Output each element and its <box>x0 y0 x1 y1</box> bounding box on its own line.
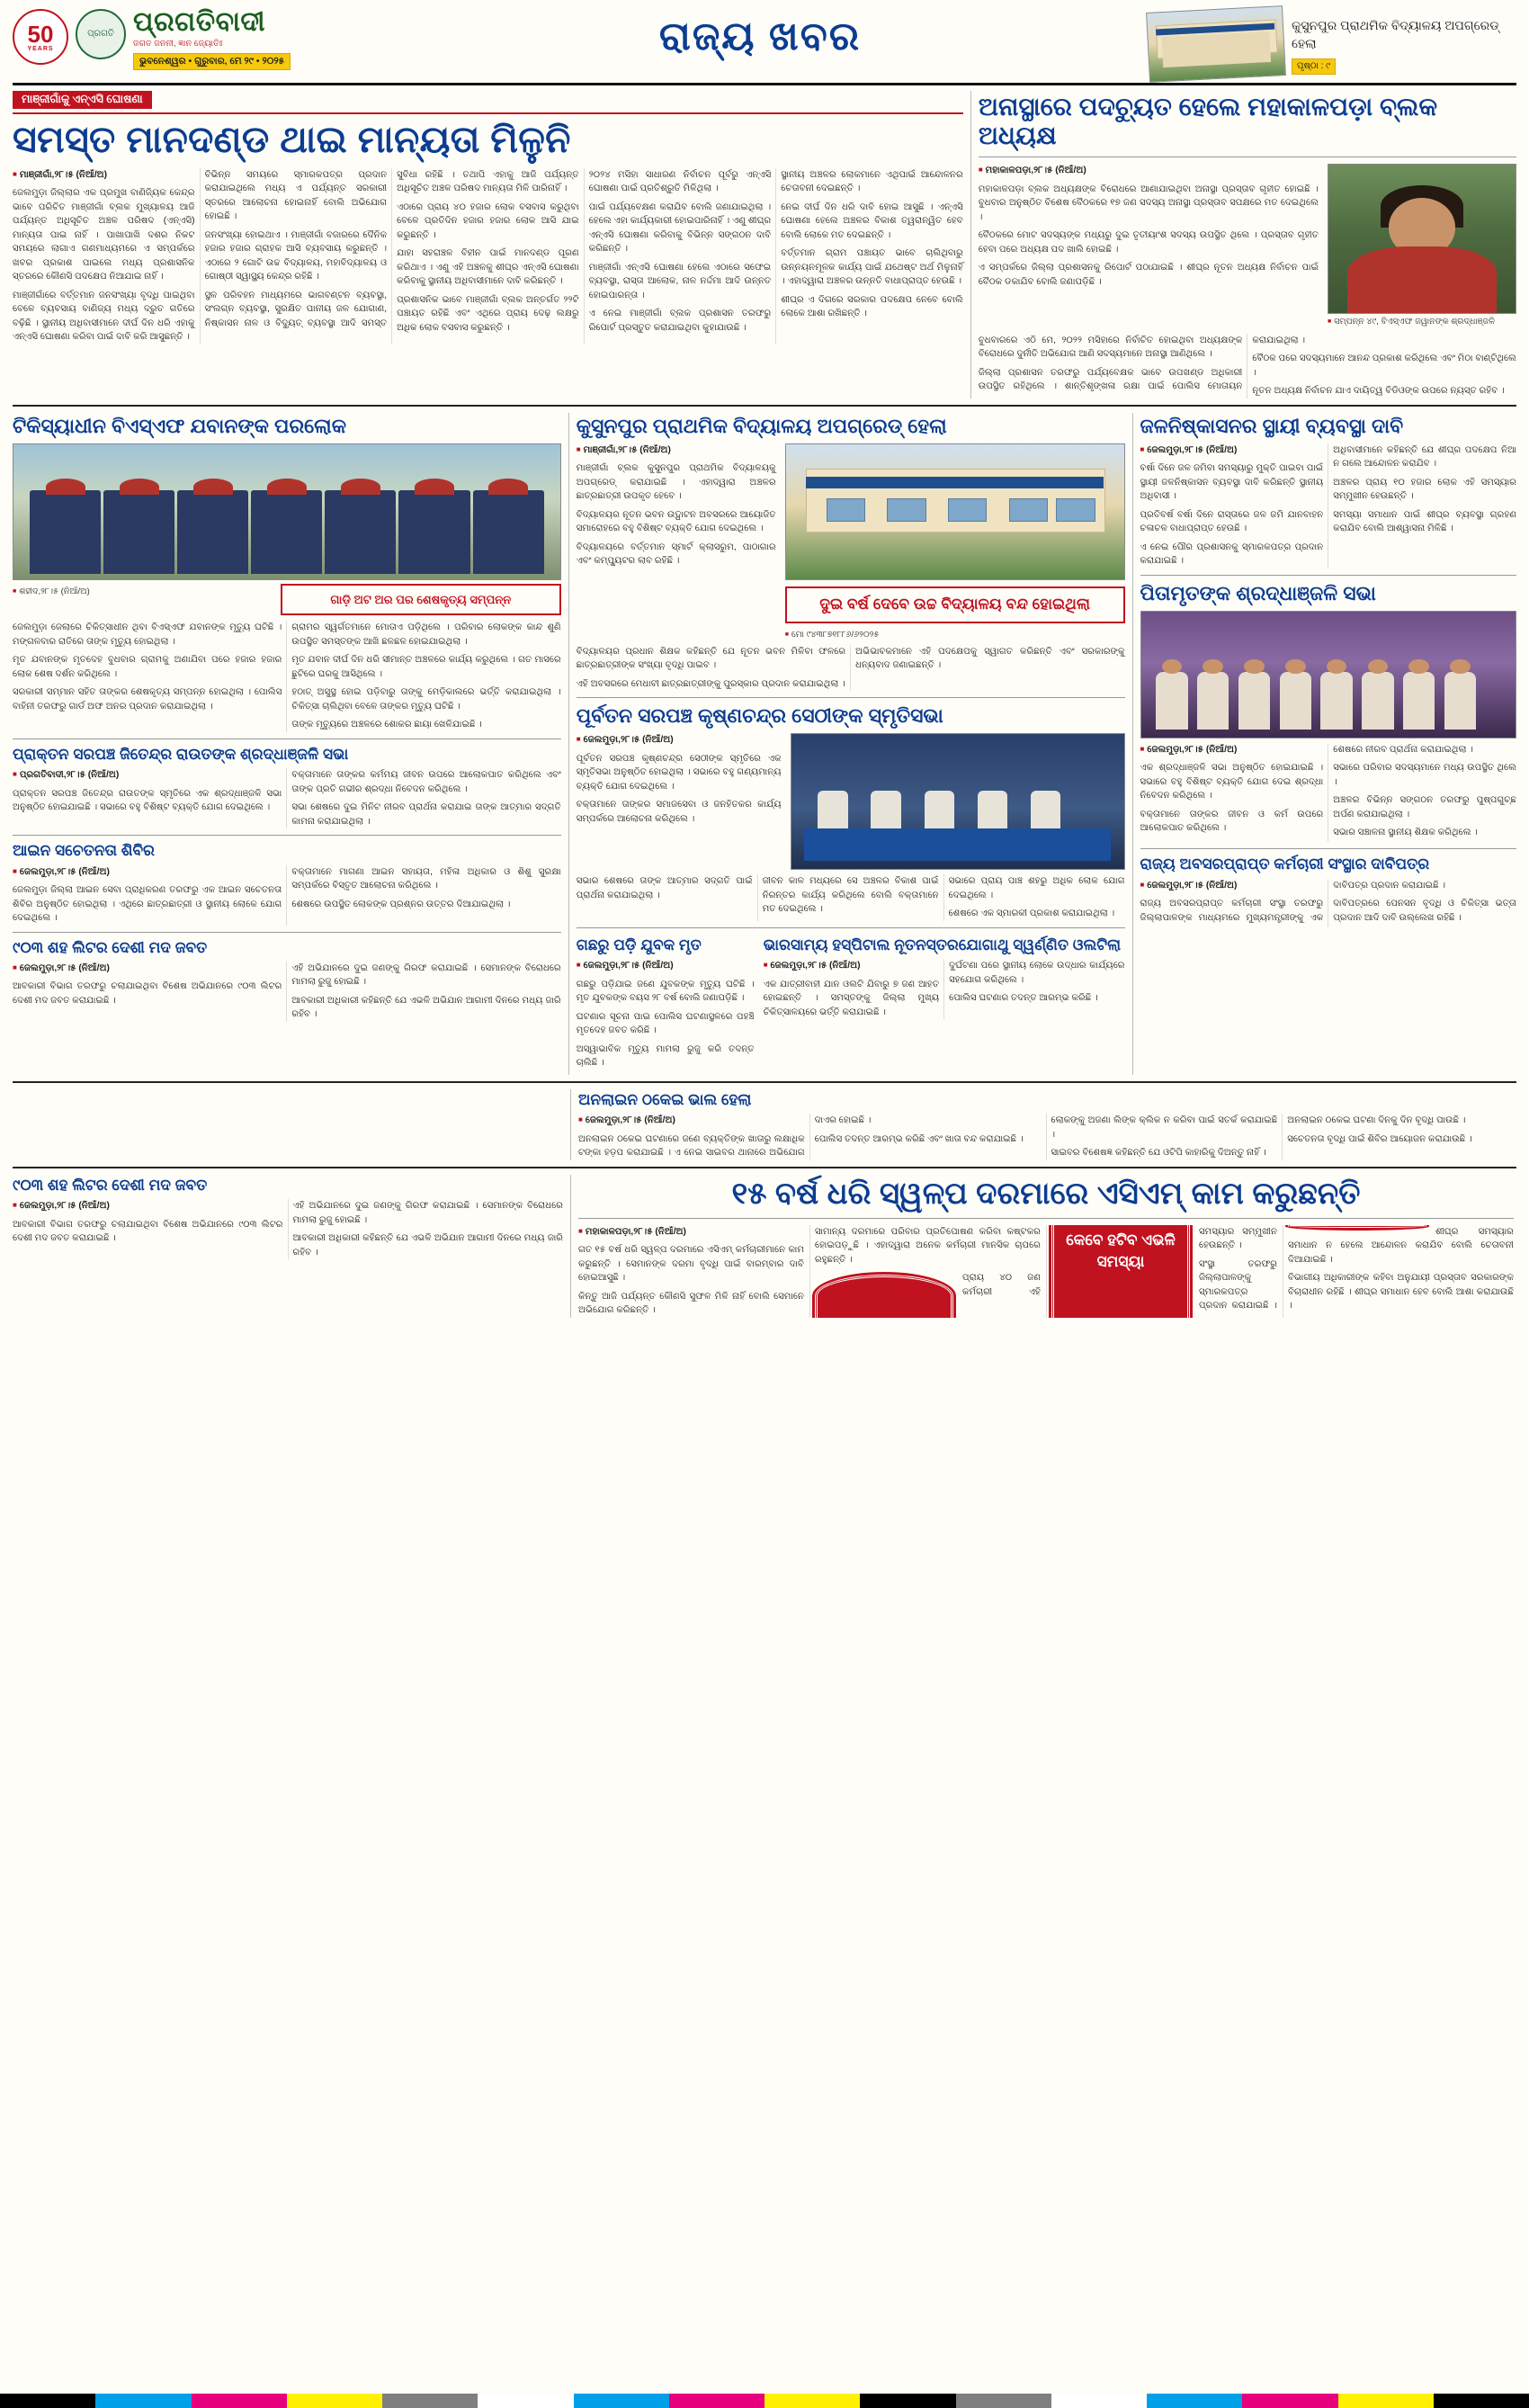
contract-para: ଦାବିପତ୍ରରେ ପେନସନ ବୃଦ୍ଧି ଓ ଚିକିତ୍ସା ଭତ୍ତା ପ୍ରଦାନ ଆଦି ଦାବି ଉଲ୍ଲେଖ ରହିଛି । <box>1333 899 1516 923</box>
memorial-para: ପୂର୍ବତନ ସରପଞ୍ଚ କୃଷ୍ଣଚନ୍ଦ୍ର ସେଠୀଙ୍କ ସ୍ମୃତିରେ ଏକ ସ୍ମୃତିସଭା ଅନୁଷ୍ଠିତ ହୋଇଥିଲା । ସଭାରେ ବହୁ ଗଣ୍ୟମାନ୍ୟ ବ୍ୟକ୍ତି ଯୋଗ ଦେଇଥିଲେ । <box>576 753 782 792</box>
bottom-left-headline: ୯୦୩ ଶହ ଲିଟର ଦେଶୀ ମଦ ଜବତ <box>13 1176 208 1194</box>
anniversary-logo <box>13 9 68 65</box>
column-center <box>577 413 1125 1075</box>
memorial-body-cont <box>577 874 1125 921</box>
top-right-para: ଏ ସମ୍ପର୍କରେ ଜିଲ୍ଲା ପ୍ରଶାସନକୁ ରିପୋର୍ଟ ପଠାଯାଇଛି । ଶୀଘ୍ର ନୂତନ ଅଧ୍ୟକ୍ଷ ନିର୍ବାଚନ ପାଇଁ ବୈଠକ ଡକାଯିବ ବୋଲି ଜଣାପଡ଼ିଛି । <box>978 263 1319 287</box>
fraud-para: ଅନଲାଇନ ଠକେଇ ଘଟଣା ଦିନକୁ ଦିନ ବୃଦ୍ଧି ପାଉଛି । <box>1287 1115 1466 1126</box>
death-article <box>577 935 755 1075</box>
shraddha-para: ବକ୍ତାମାନେ ତାଙ୍କର ଜୀବନ ଓ କର୍ମ ଉପରେ ଆଲୋକପାତ କରିଥିଲେ । <box>1140 809 1324 834</box>
top-right-article <box>979 91 1516 398</box>
bsf-headline: ଟିକିସ୍ୟାଧୀନ ବିଏସ୍ଏଫ ଯବାନଙ୍କ ପରଲୋକ <box>13 414 346 437</box>
water-para: ଅଧିବାସୀମାନେ କହିଛନ୍ତି ଯେ ଶୀଘ୍ର ପଦକ୍ଷେପ ନିଆ ନ ଗଲେ ଆନ୍ଦୋଳନ କରାଯିବ । <box>1333 444 1516 470</box>
bottom-para: କିନ୍ତୁ ଆଜି ପର୍ଯ୍ୟନ୍ତ କୌଣସି ସୁଫଳ ମିଳି ନାହିଁ ବୋଲି ସେମାନେ ଅଭିଯୋଗ କରିଛନ୍ତି । <box>578 1291 804 1316</box>
masthead-photo <box>1146 5 1286 83</box>
hospital-para: ଦୁର୍ଘଟଣା ପରେ ସ୍ଥାନୀୟ ଲୋକେ ଉଦ୍ଧାର କାର୍ଯ୍ୟରେ ସହଯୋଗ କରିଥିଲେ । <box>949 961 1125 985</box>
water-byline: ■ ଜେଲମୁଡ଼ା,୨୮।୫ (ନିଆଁ/ଅ) <box>1140 443 1324 458</box>
liquor-para: ଆବକାରୀ ବିଭାଗ ତରଫରୁ ଚଲାଯାଇଥିବା ବିଶେଷ ଅଭିଯାନରେ ୯୦୩ ଲିଟର ଦେଶୀ ମଦ ଜବତ କରାଯାଇଛି । <box>13 981 282 1006</box>
school-para: ବିଦ୍ୟାଳୟରେ ବର୍ତ୍ତମାନ ସ୍ମାର୍ଟ କ୍ଲାସରୁମ, ପାଠାଗାର ଏବଂ କମ୍ପ୍ୟୁଟର ଲାବ ରହିଛି । <box>576 542 776 567</box>
bsf-article <box>13 415 561 732</box>
water-para: ବର୍ଷା ଦିନେ ଜଳ ଜମିବା ସମସ୍ୟାରୁ ମୁକ୍ତି ପାଇବା ପାଇଁ ସ୍ଥାୟୀ ଜଳନିଷ୍କାସନ ବ୍ୟବସ୍ଥା ଦାବି କରିଛନ୍ତି ସ୍ଥାନୀୟ ଅଧିବାସୀ । <box>1140 463 1324 502</box>
shraddha-para: ଅଞ୍ଚଳର ବିଭିନ୍ନ ସଙ୍ଗଠନ ତରଫରୁ ପୁଷ୍ପଗୁଚ୍ଛ ଅର୍ପଣ କରାଯାଇଥିଲା । <box>1333 795 1516 819</box>
death-headline: ଗଛରୁ ପଡ଼ି ଯୁବକ ମୃତ <box>576 935 702 953</box>
top-right-para: ବୁଧବାରରେ ଏଠି ମେ, ୨୦୨୨ ମସିହାରେ ନିର୍ବାଚିତ ହୋଇଥିବା ଅଧ୍ୟକ୍ଷଙ୍କ ବିରୋଧରେ ଦୁର୍ନୀତି ଅଭିଯୋଗ ଆଣି ସଦସ୍ୟମାନେ ଅନାସ୍ଥା ଆଣିଥିଲେ । <box>978 335 1243 360</box>
color-registration-bar <box>0 2394 1529 2408</box>
lead-para: ମାଞ୍ଜୀଗାଁ ଏନ୍ଏସି ଘୋଷଣା ହେଲେ ଏଠାରେ ସଫେଇ ବ୍ୟବସ୍ଥା, ରାସ୍ତା ଆଲୋକ, ନାଳ ନର୍ଦ୍ଦମା ଆଦି ଉନ୍ନତ ହୋଇପାରନ୍ତା । <box>588 262 772 300</box>
top-right-para: ବୈଠକ ପରେ ସଦସ୍ୟମାନେ ଆନନ୍ଦ ପ୍ରକାଶ କରିଥିଲେ ଏବଂ ମିଠା ବାଣ୍ଟିଥିଲେ । <box>1252 354 1516 378</box>
liquor-para: ଏହି ଅଭିଯାନରେ ଦୁଇ ଜଣଙ୍କୁ ଗିରଫ କରାଯାଇଛି । ସେମାନଙ୍କ ବିରୋଧରେ ମାମଲା ରୁଜୁ ହୋଇଛି । <box>291 962 561 988</box>
school-byline: ■ ମାଞ୍ଜୀଗାଁ,୨୮।୫ (ନିଆଁ/ଅ) <box>577 443 776 458</box>
school-pullquote: ଦୁଇ ବର୍ଷ ଦେବେ ଉଚ୍ଚ ବିଦ୍ୟାଳୟ ବନ୍ଦ ହୋଇଥିଲା <box>785 586 1125 623</box>
shraddha-body <box>1140 743 1516 843</box>
top-right-lead-row <box>979 164 1516 327</box>
page-number: ପୃଷ୍ଠା : ୯ <box>1292 58 1336 76</box>
water-article <box>1140 415 1516 568</box>
top-right-para: ଜିଲ୍ଲା ପ୍ରଶାସନ ତରଫରୁ ପର୍ଯ୍ୟବେକ୍ଷକ ଭାବେ ଉପଖଣ୍ଡ ଅଧିକାରୀ ଉପସ୍ଥିତ ରହିଥିଲେ । ଶାନ୍ତିଶୃଙ୍ଖଳା ରକ୍ଷା ପାଇଁ ପୋଲିସ ମୋତାୟନ କରାଯାଇଥିଲା । <box>978 335 1306 392</box>
memorial-para: ବକ୍ତାମାନେ ତାଙ୍କର ସମାଜସେବା ଓ ଜନହିତକର କାର୍ଯ୍ୟ ସମ୍ପର୍କରେ ଆଲୋଚନା କରିଥିଲେ । <box>576 800 782 824</box>
law-camp-byline: ■ ଜେଲମୁଡ଼ା,୨୮।୫ (ନିଆଁ/ଅ) <box>13 865 282 880</box>
law-camp-article <box>13 842 561 925</box>
publication-emblem-icon <box>76 9 126 59</box>
bsf-para: ଜେଲମୁଡ଼ା ଜେଲାରେ ଚିକିତ୍ସାଧୀନ ଥିବା ବିଏସ୍ଏଫ ଯବାନଙ୍କ ମୃତ୍ୟୁ ଘଟିଛି । ମଙ୍ଗଳବାର ରାତିରେ ତାଙ୍କ ମୃତ୍ୟୁ ହୋଇଥିଲା । <box>13 622 282 647</box>
bsf-para: ମୃତ ଯବାନ ଦୀର୍ଘ ଦିନ ଧରି ସୀମାନ୍ତ ଅଞ୍ଚଳରେ କାର୍ଯ୍ୟ କରୁଥିଲେ । ଗତ ମାସରେ ଛୁଟିରେ ଘରକୁ ଆସିଥିଲେ । <box>291 655 561 679</box>
liquor-headline: ୯୦୩ ଶହ ଲିଟର ଦେଶୀ ମଦ ଜବତ <box>13 938 208 956</box>
bsf-para: ସରକାରୀ ସମ୍ମାନ ସହିତ ତାଙ୍କର ଶେଷକୃତ୍ୟ ସମ୍ପନ୍ନ ହୋଇଥିଲା । ପୋଲିସ ବାହିନୀ ତରଫରୁ ଗାର୍ଡ ଅଫ ଅନର ପ୍ରଦାନ କରାଯାଇଥିଲା । <box>13 687 282 712</box>
hospital-body <box>764 959 1125 1019</box>
shraddha-para: ସଭାରେ ପରିବାର ସଦସ୍ୟମାନେ ମଧ୍ୟ ଉପସ୍ଥିତ ଥିଲେ । <box>1333 763 1516 787</box>
top-right-body-left <box>979 164 1319 289</box>
contract-byline: ■ ଜେଲମୁଡ଼ା,୨୮।୫ (ନିଆଁ/ଅ) <box>1140 879 1324 893</box>
anniversary-number: 50 <box>27 20 54 48</box>
lead-article <box>13 91 963 398</box>
sarpanch-para: ପ୍ରାକ୍ତନ ସରପଞ୍ଚ ଜିତେନ୍ଦ୍ର ରାଉତଙ୍କ ସ୍ମୃତିରେ ଏକ ଶ୍ରଦ୍ଧାଞ୍ଜଳି ସଭା ଅନୁଷ୍ଠିତ ହୋଇଯାଇଛି । ସଭାରେ ବହୁ ବିଶିଷ୍ଟ ବ୍ୟକ୍ତି ଯୋଗ ଦେଇଥିଲେ । <box>13 788 282 813</box>
anniversary-label: YEARS <box>27 45 54 52</box>
memorial-para: ସଭାର ଶେଷରେ ତାଙ୍କ ଆତ୍ମାର ସଦ୍ଗତି ପାଇଁ ପ୍ରାର୍ଥନା କରାଯାଇଥିଲା । <box>576 876 753 900</box>
column-left <box>13 413 561 1075</box>
masthead <box>13 9 1516 85</box>
bottom-para: ଗତ ୧୫ ବର୍ଷ ଧରି ସ୍ୱଳ୍ପ ଦରମାରେ ଏସିଏମ୍ କର୍ମଚାରୀମାନେ କାମ କରୁଛନ୍ତି । ସେମାନଙ୍କ ଦରମା ବୃଦ୍ଧି ପାଇଁ ବାରମ୍ବାର ଦାବି ହୋଇଆସୁଛି । <box>578 1245 804 1284</box>
sarpanch-para: ସଭା ଶେଷରେ ଦୁଇ ମିନିଟ ନୀରବ ପ୍ରାର୍ଥନା କରାଯାଇ ତାଙ୍କ ଆତ୍ମାର ସଦ୍ଗତି କାମନା କରାଯାଇଥିଲା । <box>291 802 561 827</box>
liquor-byline: ■ ଜେଲମୁଡ଼ା,୨୮।୫ (ନିଆଁ/ଅ) <box>13 962 282 976</box>
school-para: ବିଦ୍ୟାଳୟର ପ୍ରଧାନ ଶିକ୍ଷକ କହିଛନ୍ତି ଯେ ନୂତନ ଭବନ ମିଳିବା ଫଳରେ ଛାତ୍ରଛାତ୍ରୀଙ୍କ ସଂଖ୍ୟା ବୃଦ୍ଧି ପାଇବ । <box>576 646 846 671</box>
bottom-para: ସାମାନ୍ୟ ଦରମାରେ ପରିବାର ପ୍ରତିପୋଷଣ କରିବା କଷ୍ଟକର ହୋଇପଡ଼ୁଛି । ଏହାଦ୍ୱାରା ଅନେକ କର୍ମଚାରୀ ମାନସିକ ଚାପରେ ରହୁଛନ୍ତି । <box>815 1226 1041 1265</box>
bsf-photo-caption: ■ ଶହୀଦ,୨୮।୫ (ନିଆଁ/ଅ) <box>13 586 272 597</box>
middle-row <box>13 413 1516 1075</box>
bsf-body <box>13 621 561 732</box>
hospital-byline: ■ ଜେଲମୁଡ଼ା,୨୮।୫ (ନିଆଁ/ଅ) <box>764 959 939 973</box>
top-right-body-cont <box>979 334 1516 398</box>
sarpanch-article <box>13 746 561 828</box>
memorial-headline: ପୂର୍ବତନ ସରପଞ୍ଚ କୃଷ୍ଣଚନ୍ଦ୍ର ସେଠୀଙ୍କ ସ୍ମୃତିସଭା <box>576 704 943 728</box>
section-title: ରାଜ୍ୟ ଖବର <box>658 14 862 58</box>
lead-para: ପାଇଁ ପର୍ଯ୍ୟବେକ୍ଷଣ କରାଯିବ ବୋଲି ଜଣାଯାଇଥିଲା । ହେଲେ ଏହା କାର୍ଯ୍ୟକାରୀ ହୋଇପାରିନାହିଁ । ଏଣୁ ଶୀଘ୍ର ଏନ୍ଏସି ଘୋଷଣା କରିବାକୁ ବିଭିନ୍ନ ସଙ୍ଗଠନ ଦାବି କରିଛନ୍ତି । <box>588 201 772 255</box>
top-row <box>13 91 1516 398</box>
hospital-article <box>764 935 1125 1075</box>
bottom-headline: ୧୫ ବର୍ଷ ଧରି ସ୍ୱଳ୍ପ ଦରମାରେ ଏସିଏମ୍ କାମ କରୁଛନ୍ତି <box>731 1176 1361 1211</box>
lead-kicker-row <box>13 91 963 114</box>
bsf-para: ହଠାତ୍ ଅସୁସ୍ଥ ହୋଇ ପଡ଼ିବାରୁ ତାଙ୍କୁ ମେଡ଼ିକାଲରେ ଭର୍ତ୍ତି କରାଯାଇଥିଲା । ଚିକିତ୍ସା ଚାଲିଥିବା ବେଳେ ତାଙ୍କର ମୃତ୍ୟୁ ଘଟିଛି । <box>291 687 561 712</box>
lead-para: ନେଇ ଦୀର୍ଘ ଦିନ ଧରି ଦାବି ହୋଇ ଆସୁଛି । ଏନ୍ଏସି ଘୋଷଣା ହେଲେ ଅଞ୍ଚଳର ବିକାଶ ତ୍ୱରାନ୍ୱିତ ହେବ ବୋଲି ଲୋକେ ମତ ଦେଇଛନ୍ତି । <box>781 201 963 240</box>
water-para: ଅଞ୍ଚଳର ପ୍ରାୟ ୧୦ ହଜାର ଲୋକ ଏହି ସମସ୍ୟାର ସମ୍ମୁଖୀନ ହେଉଛନ୍ତି । <box>1333 477 1516 502</box>
top-right-byline: ■ ମହାକାଳପଡ଼ା,୨୮।୫ (ନିଆଁ/ଅ) <box>979 164 1319 178</box>
sarpanch-body <box>13 768 561 828</box>
lead-headline: ସମସ୍ତ ମାନଦଣ୍ଡ ଥାଇ ମାନ୍ୟତା ମିଳୁନି <box>13 119 571 160</box>
bottom-para: ବିଭାଗୀୟ ଅଧିକାରୀଙ୍କ କହିବା ଅନୁଯାୟୀ ପ୍ରସ୍ତାବ ସରକାରଙ୍କ ବିଚାରାଧୀନ ରହିଛି । ଶୀଘ୍ର ସମାଧାନ ହେବ ବୋଲି ଆଶା କରାଯାଉଛି । <box>1288 1273 1514 1311</box>
lead-byline: ■ ମାଞ୍ଜୀଗାଁ,୨୮।୫ (ନିଆଁ/ଅ) <box>13 168 195 183</box>
contract-para: ରାଜ୍ୟ ଅବସରପ୍ରାପ୍ତ କର୍ମଚାରୀ ସଂସ୍ଥା ତରଫରୁ ଜିଲ୍ଲାପାଳଙ୍କ ମାଧ୍ୟମରେ ମୁଖ୍ୟମନ୍ତ୍ରୀଙ୍କୁ ଏକ ଦାବିପତ୍ର ପ୍ରଦାନ କରାଯାଇଛି । <box>1140 880 1446 923</box>
water-para: ସମସ୍ୟା ସମାଧାନ ପାଇଁ ଶୀଘ୍ର ବ୍ୟବସ୍ଥା ଗ୍ରହଣ କରାଯିବ ବୋଲି ଆଶ୍ୱାସନା ମିଳିଛି । <box>1333 509 1516 534</box>
bottom-left-body <box>13 1199 563 1259</box>
bottom-left-para: ଆବକାରୀ ବିଭାଗ ତରଫରୁ ଚଲାଯାଇଥିବା ବିଶେଷ ଅଭିଯାନରେ ୯୦୩ ଲିଟର ଦେଶୀ ମଦ ଜବତ କରାଯାଇଛି । <box>13 1219 283 1244</box>
hospital-para: ଏକ ଯାତ୍ରୀବାହୀ ଯାନ ଓଲଟି ଯିବାରୁ ୭ ଜଣ ଆହତ ହୋଇଛନ୍ତି । ସମସ୍ତଙ୍କୁ ଜିଲ୍ଲା ମୁଖ୍ୟ ଚିକିତ୍ସାଳୟରେ ଭର୍ତ୍ତି କରାଯାଇଛି । <box>763 979 940 1017</box>
contract-headline: ରାଜ୍ୟ ଅବସରପ୍ରାପ୍ତ କର୍ମଚାରୀ ସଂସ୍ଥାର ଦାବିପତ୍ର <box>1140 855 1430 873</box>
water-para: ପ୍ରତିବର୍ଷ ବର୍ଷା ଦିନେ ରାସ୍ତାରେ ଜଳ ଜମି ଯାନବାହନ ଚଳାଚଳ ବାଧାପ୍ରାପ୍ତ ହେଉଛି । <box>1140 509 1324 534</box>
publication-tagline: ଜଗତ ଜନନୀ, ଜ୍ଞାନ ଜ୍ୟୋତିଃ <box>133 39 223 49</box>
water-body <box>1140 443 1516 568</box>
shraddha-article <box>1140 582 1516 842</box>
death-para: ଗଛରୁ ପଡ଼ିଯାଇ ଜଣେ ଯୁବକଙ୍କ ମୃତ୍ୟୁ ଘଟିଛି । ମୃତ ଯୁବକଙ୍କ ବୟସ ୨୮ ବର୍ଷ ବୋଲି ଜଣାପଡ଼ିଛି । <box>576 979 755 1004</box>
liquor-body <box>13 962 561 1022</box>
sarpanch-para: ବକ୍ତାମାନେ ତାଙ୍କର କର୍ମମୟ ଜୀବନ ଉପରେ ଆଲୋକପାତ କରିଥିଲେ ଏବଂ ତାଙ୍କ ପ୍ରତି ଗଭୀର ଶ୍ରଦ୍ଧା ନିବେଦନ କରିଥିଲେ । <box>291 770 561 794</box>
fraud-para: ସାଇବର ବିଶେଷଜ୍ଞ କହିଛନ୍ତି ଯେ ଓଟିପି କାହାରିକୁ ଦିଅନ୍ତୁ ନାହିଁ । <box>1051 1148 1266 1159</box>
school-headline: କୁସୁନପୁର ପ୍ରାଥମିକ ବିଦ୍ୟାଳୟ ଅପଗ୍ରେଡ୍ ହେଲା <box>576 414 947 437</box>
memorial-photo <box>791 733 1125 870</box>
lead-para: ୨୦୨୪ ମସିହା ସାଧାରଣ ନିର୍ବାଚନ ପୂର୍ବରୁ ଏନ୍ଏସି ଘୋଷଣା ପାଇଁ ପ୍ରତିଶ୍ରୁତି ମିଳିଥିଲା । <box>588 169 772 194</box>
death-body <box>577 959 755 1070</box>
bsf-para: ମୃତ ଯବାନଙ୍କ ମୃତଦେହ ବୁଧବାର ଗ୍ରାମକୁ ଅଣାଯିବା ପରେ ହଜାର ହଜାର ଲୋକ ଶେଷ ଦର୍ଶନ କରିଥିଲେ । <box>13 655 282 679</box>
death-para: ଘଟଣାର ସୂଚନା ପାଇ ପୋଲିସ ଘଟଣାସ୍ଥଳରେ ପହଞ୍ଚି ମୃତଦେହ ଜବତ କରିଛି । <box>576 1011 755 1036</box>
sarpanch-headline: ପ୍ରାକ୍ତନ ସରପଞ୍ଚ ଜିତେନ୍ଦ୍ର ରାଉତଙ୍କ ଶ୍ରଦ୍ଧାଞ୍ଜଳି ସଭା <box>13 745 349 763</box>
school-photo <box>785 443 1125 580</box>
law-camp-headline: ଆଇନ ସଚେତନତା ଶିବିର <box>13 842 155 860</box>
fraud-para: ଅନଲାଇନ ଠକେଇ ଘଟଣାରେ ଜଣେ ବ୍ୟକ୍ତିଙ୍କ ଖାତାରୁ ଲକ୍ଷାଧିକ ଟଙ୍କା ହଡ଼ପ କରାଯାଇଛି । ଏ ନେଇ ସାଇବର ଥାନାରେ ଅଭିଯୋଗ ଦାଏର ହୋଇଛି । <box>578 1115 872 1159</box>
school-body-left <box>577 443 776 568</box>
top-right-photo-caption: ■ ସମ୍ପନ୍ନ ୪୯, ବିଏସ୍ଏଫ ଜୱାନଙ୍କ ଶ୍ରଦ୍ଧାଞ୍ଜଳି <box>1328 317 1516 327</box>
memorial-article <box>577 704 1125 920</box>
lead-para: ବର୍ତ୍ତମାନ ଗ୍ରାମ ପଞ୍ଚାୟତ ଭାବେ ଚାଲିଥିବାରୁ ଉନ୍ନୟନମୂଳକ କାର୍ଯ୍ୟ ପାଇଁ ଯଥେଷ୍ଟ ଅର୍ଥ ମିଳୁନାହିଁ । ଏହାଦ୍ୱାରା ଅଞ୍ଚଳର ଉନ୍ନତି ବାଧାପ୍ରାପ୍ତ ହେଉଛି । <box>781 248 963 287</box>
column-right <box>1140 413 1516 1075</box>
bottom-stamp-badge: କେବେ ହଟିବ ଏଭଳି ସମସ୍ୟା <box>815 1225 1426 1318</box>
shraddha-byline: ■ ଜେଲମୁଡ଼ା,୨୮।୫ (ନିଆଁ/ଅ) <box>1140 743 1324 757</box>
sarpanch-byline: ■ ପ୍ରଗତିବାଦୀ,୨୮।୫ (ନିଆଁ/ଅ) <box>13 768 282 783</box>
bottom-left-byline: ■ ଜେଲମୁଡ଼ା,୨୮।୫ (ନିଆଁ/ଅ) <box>13 1199 283 1213</box>
bottom-feature <box>578 1175 1514 1318</box>
lead-para: ପ୍ରଶାସନିକ ଭାବେ ମାଞ୍ଜୀଗାଁ ବ୍ଲକ ଅନ୍ତର୍ଗତ ୨୨ଟି ପଞ୍ଚାୟତ ରହିଛି ଏବଂ ଏଥିରେ ପ୍ରାୟ ଦେଢ଼ ଲକ୍ଷରୁ ଅଧିକ ଲୋକ ବସବାସ କରୁଛନ୍ତି । <box>397 294 579 333</box>
masthead-left <box>13 9 390 70</box>
masthead-teaser: କୁସୁନପୁର ପ୍ରାଥମିକ ବିଦ୍ୟାଳୟ ଅପଗ୍ରେଡ୍ ହେଲା <box>1292 18 1499 51</box>
memorial-byline: ■ ଜେଲମୁଡ଼ା,୨୮।୫ (ନିଆଁ/ଅ) <box>577 733 782 747</box>
fraud-para: ପୋଲିସ ତଦନ୍ତ ଆରମ୍ଭ କରିଛି ଏବଂ ଖାତା ବନ୍ଦ କରାଯାଇଛି । <box>814 1133 1024 1144</box>
shraddha-para: ଏକ ଶ୍ରଦ୍ଧାଞ୍ଜଳି ସଭା ଅନୁଷ୍ଠିତ ହୋଇଯାଇଛି । ସଭାରେ ବହୁ ବିଶିଷ୍ଟ ବ୍ୟକ୍ତି ଯୋଗ ଦେଇ ଶ୍ରଦ୍ଧା ନିବେଦନ କରିଥିଲେ । <box>1140 763 1324 801</box>
top-right-headline: ଅନାସ୍ଥାରେ ପଦଚ୍ୟୁତ ହେଲେ ମହାକାଳପଡ଼ା ବ୍ଲକ ଅଧ୍ୟକ୍ଷ <box>978 93 1438 150</box>
lead-para: ଶୀଘ୍ର ଏ ଦିଗରେ ସରକାର ପଦକ୍ଷେପ ନେବେ ବୋଲି ଲୋକେ ଆଶା ରଖିଛନ୍ତି । <box>781 294 963 319</box>
fraud-spacer <box>13 1089 563 1160</box>
memorial-body-left <box>577 733 782 826</box>
fraud-para: ଲୋକଙ୍କୁ ଅଜଣା ଲିଙ୍କ କ୍ଲିକ ନ କରିବା ପାଇଁ ସତର୍କ କରାଯାଇଛି । <box>1051 1115 1278 1140</box>
lead-para: ମାଞ୍ଜୀଗାଁରେ ବର୍ତ୍ତମାନ ଜନସଂଖ୍ୟା ବୃଦ୍ଧି ପାଇଥିବା ବେଳେ ବ୍ୟବସାୟ ବାଣିଜ୍ୟ ମଧ୍ୟ ଦ୍ରୁତ ଗତିରେ ବଢ଼ିଛି । ସ୍ଥାନୀୟ ଅଧିବାସୀମାନେ ଦୀର୍ଘ ଦିନ ଧରି ଏହାକୁ ଏନ୍ଏସି ଘୋଷଣା କରିବା ପାଇଁ ଦାବି କରି ଆସୁଛନ୍ତି । <box>13 290 195 343</box>
brand-block <box>133 9 291 70</box>
top-right-para: ମହାକାଳପଡ଼ା ବ୍ଲକ ଅଧ୍ୟକ୍ଷଙ୍କ ବିରୋଧରେ ଆଣାଯାଇଥିବା ଅନାସ୍ଥା ପ୍ରସ୍ତାବ ଗୃହୀତ ହୋଇଛି । ବୁଧବାର ଅନୁଷ୍ଠିତ ବିଶେଷ ବୈଠକରେ ୧୭ ଜଣ ସଦସ୍ୟ ଅନାସ୍ଥା ପ୍ରସ୍ତାବ ସପକ୍ଷରେ ମତ ଦେଇଥିଲେ । <box>978 184 1319 222</box>
bsf-subheadline: ଗାଡ଼ି ଅଟ ଅର ପର ଶେଷକୃତ୍ୟ ସମ୍ପନ୍ନ <box>281 584 561 616</box>
liquor-article <box>13 939 561 1022</box>
contract-body <box>1140 879 1516 927</box>
fraud-row <box>13 1089 1516 1160</box>
lead-para: ଏଠାରେ ପ୍ରାୟ ୪୦ ହଜାର ଲୋକ ବସବାସ କରୁଥିବା ବେଳେ ପ୍ରତିଦିନ ହଜାର ହଜାର ଲୋକ ଆସି ଯାଇ କରୁଛନ୍ତି । <box>397 201 579 240</box>
lead-body <box>13 168 963 345</box>
law-camp-para: ବକ୍ତାମାନେ ମାଗଣା ଆଇନ ସହାୟତା, ମହିଳା ଅଧିକାର ଓ ଶିଶୁ ସୁରକ୍ଷା ସମ୍ପର୍କରେ ବିସ୍ତୃତ ଆଲୋଚନା କରିଥିଲେ । <box>291 866 561 891</box>
fraud-headline: ଅନଲାଇନ ଠକେଇ ଭାଲ ହେଲା <box>578 1090 752 1108</box>
top-right-photo <box>1328 164 1516 314</box>
center-small-row <box>577 935 1125 1075</box>
masthead-center <box>390 9 1130 59</box>
masthead-right-text-block <box>1292 9 1516 75</box>
shraddha-para: ଶେଷରେ ନୀରବ ପ୍ରାର୍ଥନା କରାଯାଇଥିଲା । <box>1333 744 1473 755</box>
school-body-cont <box>577 645 1125 692</box>
bsf-para: ତାଙ୍କ ମୃତ୍ୟୁରେ ଅଞ୍ଚଳରେ ଶୋକର ଛାୟା ଖେଳିଯାଇଛି । <box>291 720 482 730</box>
memorial-para: ସଭାରେ ପ୍ରାୟ ପାଞ୍ଚ ଶହରୁ ଅଧିକ ଲୋକ ଯୋଗ ଦେଇଥିଲେ । <box>948 876 1125 900</box>
liquor-para: ଆବକାରୀ ଅଧିକାରୀ କହିଛନ୍ତି ଯେ ଏଭଳି ଅଭିଯାନ ଆଗାମୀ ଦିନରେ ମଧ୍ୟ ଜାରି ରହିବ । <box>291 995 561 1020</box>
death-byline: ■ ଜେଲମୁଡ଼ା,୨୮।୫ (ନିଆଁ/ଅ) <box>577 959 755 973</box>
lead-para: ସ୍ଥଳ ପରିବହନ ମାଧ୍ୟମରେ ଭାଗବଣ୍ଟନ ବ୍ୟବସ୍ଥା, ସଂଲଗ୍ନ ବ୍ୟବସ୍ଥା, ସୁରକ୍ଷିତ ପାନୀୟ ଜଳ ଯୋଗାଣ, ନିଷ୍କାସନ ନାଳ ଓ ବିଦ୍ୟୁତ୍ ବ୍ୟବସ୍ଥା ଆଦି ସମସ୍ତ ସୁବିଧା ରହିଛି । ତଥାପି ଏହାକୁ ଆଜି ପର୍ଯ୍ୟନ୍ତ ଅଧିସୂଚିତ ଅଞ୍ଚଳ ପରିଷଦ ମାନ୍ୟତା ମିଳି ପାରିନାହିଁ । <box>204 169 579 328</box>
bottom-left-para: ଆବକାରୀ ଅଧିକାରୀ କହିଛନ୍ତି ଯେ ଏଭଳି ଅଭିଯାନ ଆଗାମୀ ଦିନରେ ମଧ୍ୟ ଜାରି ରହିବ । <box>292 1233 563 1258</box>
bottom-para: ସଂସ୍ଥା ତରଫରୁ ଜିଲ୍ଲାପାଳଙ୍କୁ ସ୍ମାରକପତ୍ର ପ୍ରଦାନ କରାଯାଇଛି । ଶୀଘ୍ର ସମସ୍ୟାର ସମାଧାନ ନ ହେଲେ ଆନ୍ଦୋଳନ କରାଯିବ ବୋଲି ଚେତାବନୀ ଦିଆଯାଇଛି । <box>1199 1226 1514 1311</box>
water-headline: ଜଳନିଷ୍କାସନର ସ୍ଥାୟୀ ବ୍ୟବସ୍ଥା ଦାବି <box>1140 414 1404 437</box>
school-para: ବିଦ୍ୟାଳୟର ନୂତନ ଭବନ ଉଦ୍ଘାଟନ ଅବସରରେ ଆୟୋଜିତ ସମାରୋହରେ ବହୁ ବିଶିଷ୍ଟ ବ୍ୟକ୍ତି ଯୋଗ ଦେଇଥିଲେ । <box>576 509 776 534</box>
memorial-para: ଶେଷରେ ଏକ ସ୍ମାରକୀ ପ୍ରକାଶ କରାଯାଇଥିଲା । <box>948 909 1115 919</box>
shraddha-photo <box>1140 611 1516 739</box>
bottom-para: ପ୍ରାୟ ୪୦ ଜଣ କର୍ମଚାରୀ ଏହି ସମସ୍ୟାର ସମ୍ମୁଖୀନ ହେଉଛନ୍ତି । <box>962 1226 1277 1297</box>
school-article <box>577 415 1125 692</box>
contract-article <box>1140 855 1516 926</box>
law-camp-para: ଶେଷରେ ଉପସ୍ଥିତ ଲୋକଙ୍କ ପ୍ରଶ୍ନର ଉତ୍ତର ଦିଆଯାଇଥିଲା । <box>291 899 511 909</box>
bottom-body <box>578 1225 1514 1318</box>
bsf-photo <box>13 443 561 580</box>
fraud-body <box>578 1114 1514 1160</box>
masthead-right <box>1130 9 1516 79</box>
shraddha-headline: ପିତାମୃତଙ୍କ ଶ୍ରଦ୍ଧାଞ୍ଜଳି ସଭା <box>1140 581 1376 604</box>
fraud-byline: ■ ଜେଲମୁଡ଼ା,୨୮।୫ (ନିଆଁ/ଅ) <box>578 1114 805 1128</box>
publication-title: ପ୍ରଗତିବାଦୀ <box>133 7 266 37</box>
law-camp-body <box>13 865 561 926</box>
law-camp-para: ଜେଲମୁଡ଼ା ଜିଲ୍ଲା ଆଇନ ସେବା ପ୍ରାଧିକରଣ ତରଫରୁ ଏକ ଆଇନ ସଚେତନତା ଶିବିର ଅନୁଷ୍ଠିତ ହୋଇଥିଲା । ଏଥିରେ ଛାତ୍ରଛାତ୍ରୀ ଓ ସ୍ଥାନୀୟ ଲୋକେ ଯୋଗ ଦେଇଥିଲେ । <box>13 885 282 923</box>
school-para: ମାଞ୍ଜୀଗାଁ ବ୍ଲକ କୁସୁନପୁର ପ୍ରାଥମିକ ବିଦ୍ୟାଳୟକୁ ଅପଗ୍ରେଡ୍ କରାଯାଇଛି । ଏହାଦ୍ୱାରା ଅଞ୍ଚଳର ଛାତ୍ରଛାତ୍ରୀ ଉପକୃତ ହେବେ । <box>576 463 776 502</box>
lead-para: ଜେଲମୁଡ଼ା ଜିଲ୍ଲାର ଏକ ପ୍ରମୁଖ ବାଣିଜ୍ୟିକ କେନ୍ଦ୍ର ଭାବେ ପରିଚିତ ମାଞ୍ଜୀଗାଁ ବ୍ଲକ ମୁଖ୍ୟାଳୟ ଆଜି ପର୍ଯ୍ୟନ୍ତ ଅଧିସୂଚିତ ଅଞ୍ଚଳ ପରିଷଦ (ଏନ୍ଏସି) ମାନ୍ୟତା ପାଇ ନାହିଁ । ପାଖାପାଖି ଦଶର ନିକଟ ସମୟରେ ଲାଗାଏ ଗଣମାଧ୍ୟମରେ ଏ ସମ୍ପର୍କରେ ଖବର ପ୍ରକାଶ ପାଇଲେ ମଧ୍ୟ ପ୍ରଶାସନିକ ସ୍ତରରେ କୌଣସି ପଦକ୍ଷେପ ନିଆଯାଇ ନାହିଁ । <box>13 188 195 282</box>
bottom-left-para: ଏହି ଅଭିଯାନରେ ଦୁଇ ଜଣଙ୍କୁ ଗିରଫ କରାଯାଇଛି । ସେମାନଙ୍କ ବିରୋଧରେ ମାମଲା ରୁଜୁ ହୋଇଛି । <box>292 1201 563 1225</box>
school-para: ଏହି ଅବସରରେ ମେଧାବୀ ଛାତ୍ରଛାତ୍ରୀଙ୍କୁ ପୁରସ୍କାର ପ୍ରଦାନ କରାଯାଇଥିଲା । <box>576 678 845 689</box>
top-right-para: ନୂତନ ଅଧ୍ୟକ୍ଷ ନିର୍ବାଚନ ଯାଏ ଦାୟିତ୍ୱ ବିଡିଓଙ୍କ ଉପରେ ନ୍ୟସ୍ତ ରହିବ । <box>1252 386 1505 397</box>
shraddha-para: ସଭାର ସଞ୍ଚାଳନା ସ୍ଥାନୀୟ ଶିକ୍ଷକ କରିଥିଲେ । <box>1333 828 1478 838</box>
lead-para: ସ୍ଥାନୀୟ ଅଞ୍ଚଳର ଲୋକମାନେ ଏଥିପାଇଁ ଆନ୍ଦୋଳନର ଚେତାବନୀ ଦେଇଛନ୍ତି । <box>781 169 963 194</box>
dateline: ଭୁବନେଶ୍ୱର • ଗୁରୁବାର, ମେ ୨୯ • ୨୦୨୫ <box>133 53 291 70</box>
lead-para: ବିଭିନ୍ନ ସମୟରେ ସ୍ମାରକପତ୍ର ପ୍ରଦାନ କରାଯାଇଥିଲେ ମଧ୍ୟ ଏ ପର୍ଯ୍ୟନ୍ତ ସରକାରୀ ସ୍ତରରେ ଆଲୋଚନା ହୋଇନାହିଁ ବୋଲି ଅଭିଯୋଗ ହୋଇଛି । <box>204 169 388 222</box>
lead-para: ଯାହା ସହରାଞ୍ଚଳ ବିହୀନ ପାଇଁ ମାନଦଣ୍ଡ ପୂରଣ କରିଥାଏ । ଏଣୁ ଏହି ଅଞ୍ଚଳକୁ ଶୀଘ୍ର ଏନ୍ଏସି ଘୋଷଣା କରିବାକୁ ସ୍ଥାନୀୟ ଅଧିବାସୀମାନେ ଦାବି କରିଛନ୍ତି । <box>397 248 579 287</box>
lead-kicker: ମାଞ୍ଜୀଗାଁକୁ ଏନ୍ଏସି ଘୋଷଣା <box>13 91 152 109</box>
hospital-headline: ଭାରସାମ୍ୟ ହସ୍ପିଟାଲ ନୂତନସ୍ତରଯୋଗାଥୁ ସ୍ୱର୍ଣ୍ଣିତ ଓଲଟିଲା <box>763 935 1122 953</box>
fraud-para: ସଚେତନତା ବୃଦ୍ଧି ପାଇଁ ଶିବିର ଆୟୋଜନ କରାଯାଉଛି । <box>1287 1133 1472 1144</box>
lead-para: ଜନସଂଖ୍ୟା ହୋଇଥାଏ । ମାଞ୍ଜୀଗାଁ ବଜାରରେ ଦୈନିକ ହଜାର ହଜାର ଗ୍ରାହକ ଆସି ବ୍ୟବସାୟ କରୁଛନ୍ତି । ଏଠାରେ ୨ ଗୋଟି ଉଚ୍ଚ ବିଦ୍ୟାଳୟ, ମହାବିଦ୍ୟାଳୟ ଓ ଗୋଷ୍ଠୀ ସ୍ୱାସ୍ଥ୍ୟ କେନ୍ଦ୍ର ରହିଛି । <box>204 229 388 282</box>
bottom-left-filler <box>13 1175 563 1318</box>
top-right-para: ବୈଠକରେ ମୋଟ ସଦସ୍ୟଙ୍କ ମଧ୍ୟରୁ ଦୁଇ ତୃତୀୟାଂଶ ସଦସ୍ୟ ଉପସ୍ଥିତ ଥିଲେ । ପ୍ରସ୍ତାବ ଗୃହୀତ ହେବା ପରେ ଅଧ୍ୟକ୍ଷ ପଦ ଖାଲି ହୋଇଛି । <box>978 230 1319 255</box>
fraud-article <box>578 1089 1514 1160</box>
water-para: ଏ ନେଇ ପୌର ପ୍ରଶାସନକୁ ସ୍ମାରକପତ୍ର ପ୍ରଦାନ କରାଯାଇଛି । <box>1140 542 1324 567</box>
bsf-para: ଗ୍ରାମର ସ୍ୱର୍ଗତମାନେ ମୋତାଏ ପଡ଼ିଥିଲେ । ପରିବାର ଲୋକଙ୍କ କାନ୍ଦ ଶୁଣି ଉପସ୍ଥିତ ସମସ୍ତଙ୍କ ଆଖି ଛଳଛଳ ହୋଇଯାଇଥିଲା । <box>291 622 561 647</box>
school-contact: ■ ମୋ ୯୪୩୮୭୧୮୮୬/୬୨୦୨୫ <box>785 630 1125 640</box>
bottom-row <box>13 1175 1516 1318</box>
school-para: ଅଭିଭାବକମାନେ ଏହି ପଦକ୍ଷେପକୁ ସ୍ୱାଗତ କରିଛନ୍ତି ଏବଂ ସରକାରଙ୍କୁ ଧନ୍ୟବାଦ ଜଣାଇଛନ୍ତି । <box>855 646 1125 671</box>
bottom-byline: ■ ମହାକାଳପଡ଼ା,୨୮।୫ (ନିଆଁ/ଅ) <box>578 1225 804 1240</box>
lead-para: ଏ ନେଇ ମାଞ୍ଜୀଗାଁ ବ୍ଲକ ପ୍ରଶାସନ ତରଫରୁ ରିପୋର୍ଟ ପ୍ରସ୍ତୁତ କରାଯାଇଥିବା କୁହାଯାଉଛି । <box>588 309 772 333</box>
death-para: ଅସ୍ୱାଭାବିକ ମୃତ୍ୟୁ ମାମଲା ରୁଜୁ କରି ତଦନ୍ତ ଚାଲିଛି । <box>576 1043 755 1069</box>
hospital-para: ପୋଲିସ ଘଟଣାର ତଦନ୍ତ ଆରମ୍ଭ କରିଛି । <box>949 993 1098 1004</box>
emblem-text: ପ୍ରଗତି <box>87 28 114 39</box>
memorial-para: ଜୀବନ କାଳ ମଧ୍ୟରେ ସେ ଅଞ୍ଚଳର ବିକାଶ ପାଇଁ ନିରନ୍ତର କାର୍ଯ୍ୟ କରିଥିଲେ ବୋଲି ବକ୍ତାମାନେ ମତ ଦେଇଥିଲେ । <box>762 876 939 915</box>
